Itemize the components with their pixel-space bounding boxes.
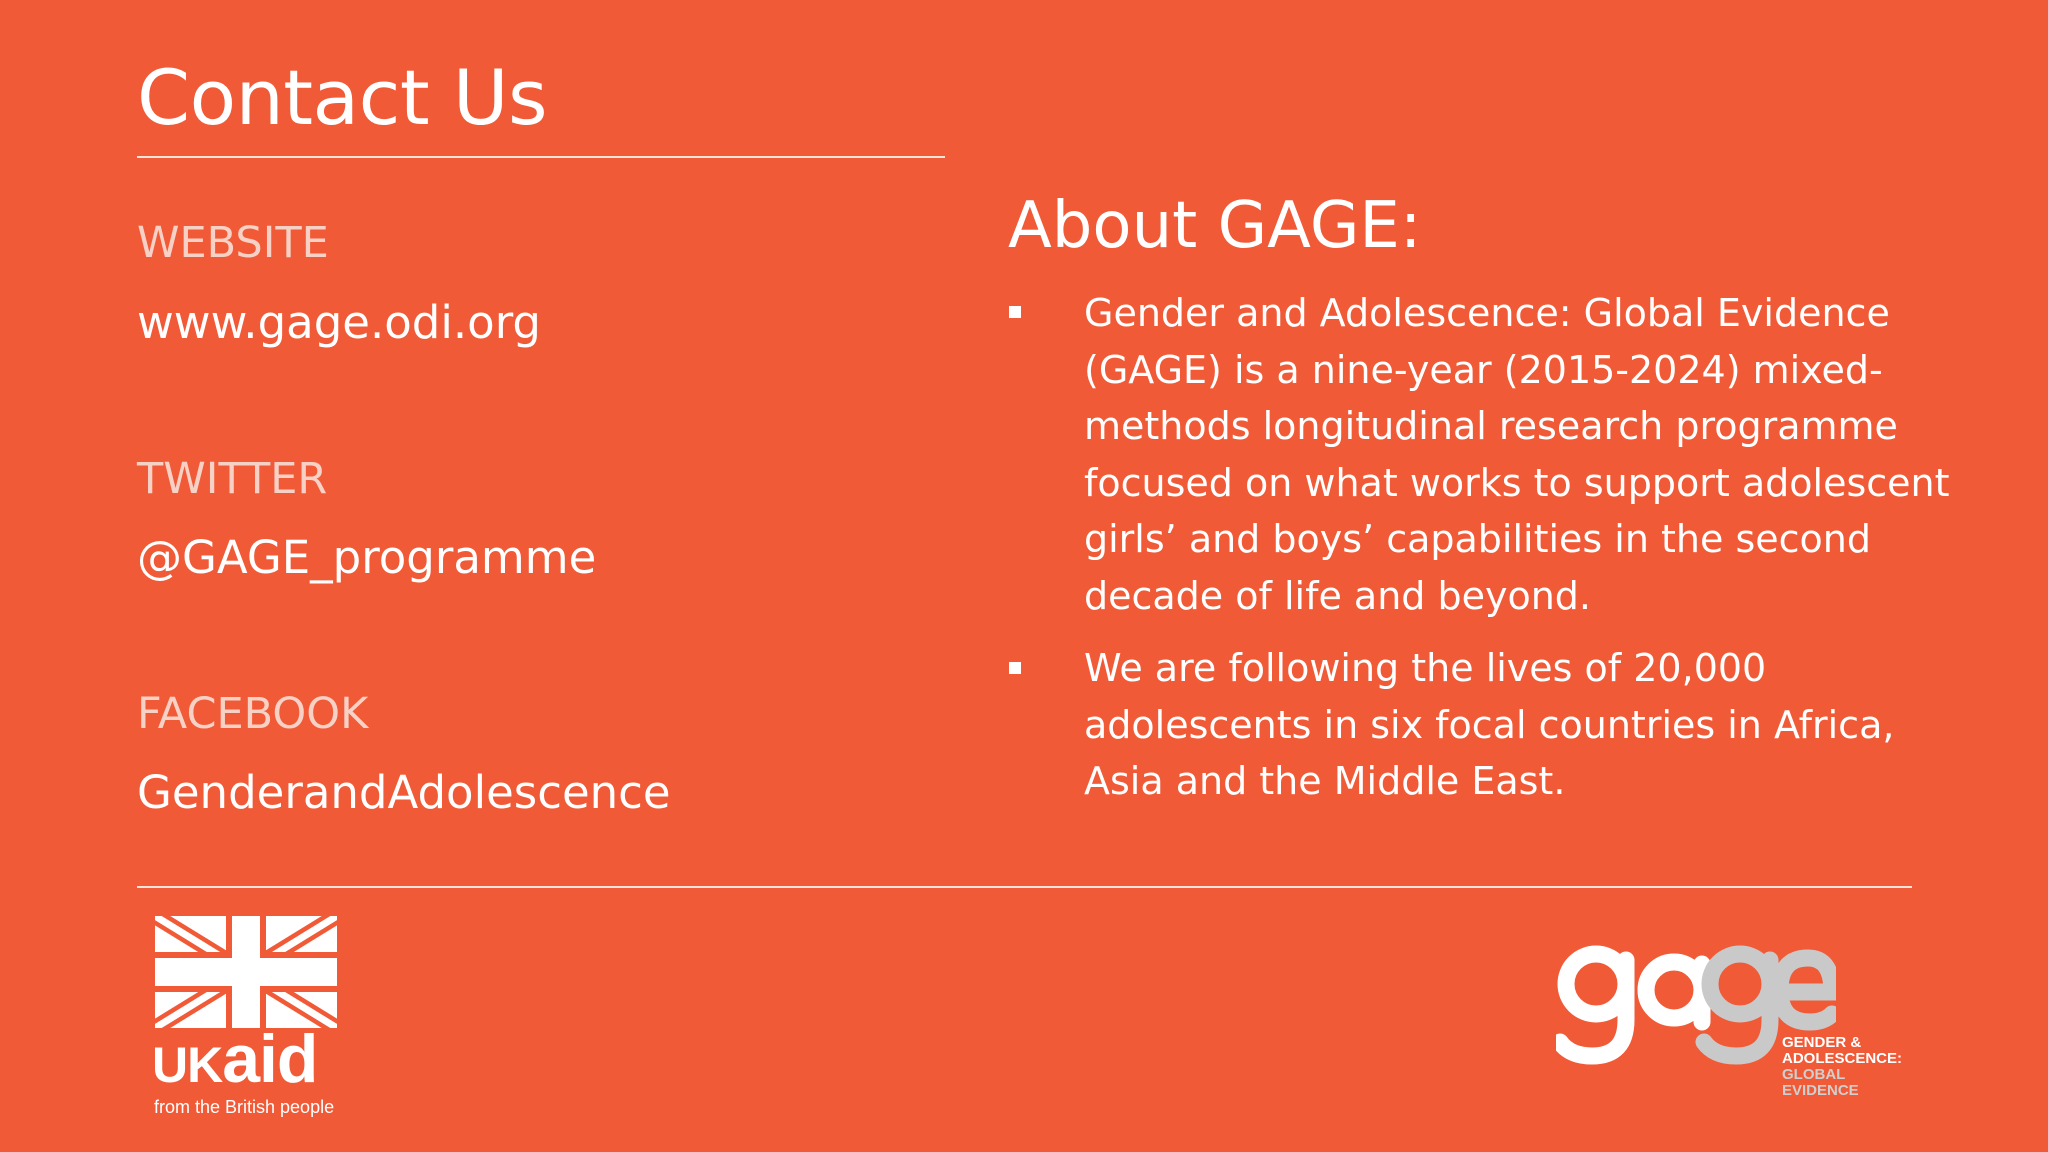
gage-logo (1556, 938, 1916, 1098)
title-divider (137, 156, 945, 158)
page-title: Contact Us (137, 53, 548, 142)
about-bullet-1: Gender and Adolescence: Global Evidence (GAGE) is a nine-year (2015-2024) mixed-methods longitudinal research programme focused on what works to support adolescent girls’ and boys’ capabilities in the second decade of life and beyond. (1084, 291, 1950, 618)
website-label: WEBSITE (137, 218, 329, 268)
ukaid-tagline: from the British people (154, 1097, 335, 1117)
facebook-label: FACEBOOK (137, 689, 369, 739)
bullet-marker (1009, 306, 1021, 318)
gage-tagline: GENDER & ADOLESCENCE: GLOBAL EVIDENCE (1782, 1034, 1903, 1099)
facebook-page[interactable]: GenderandAdolescence (137, 766, 671, 819)
ukaid-wordmark: UKaid (152, 1021, 318, 1097)
footer-divider (137, 886, 1912, 888)
about-heading: About GAGE: (1008, 189, 1422, 263)
union-flag-icon (155, 916, 337, 1028)
twitter-label: TWITTER (137, 454, 328, 504)
website-link[interactable]: www.gage.odi.org (137, 296, 541, 349)
bullet-marker (1009, 662, 1021, 674)
ukaid-logo (152, 914, 342, 1120)
twitter-handle[interactable]: @GAGE_programme (137, 531, 597, 584)
about-bullet-2: We are following the lives of 20,000 adolescents in six focal countries in Africa, Asia and the Middle East. (1084, 646, 1895, 803)
